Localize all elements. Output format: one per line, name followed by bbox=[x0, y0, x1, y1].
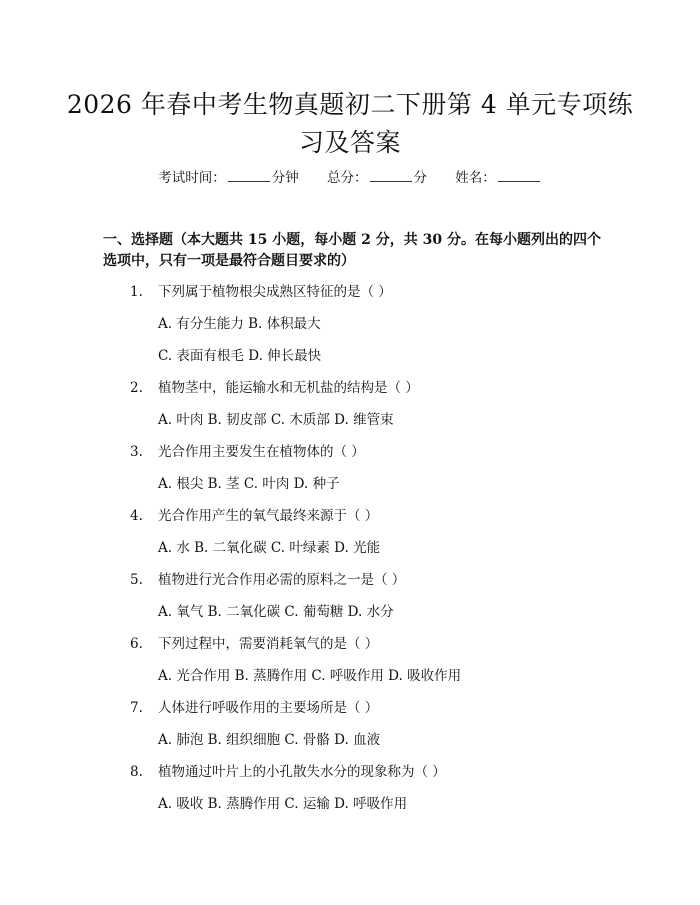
name-label: 姓名： bbox=[455, 170, 496, 186]
question-text: 植物进行光合作用必需的原料之一是（ ） bbox=[158, 572, 406, 588]
question-3 bbox=[130, 442, 365, 462]
exam-time-label: 考试时间： bbox=[158, 170, 226, 186]
question-2-options: A. 叶肉 B. 韧皮部 C. 木质部 D. 维管束 bbox=[158, 412, 394, 428]
question-4-options: A. 水 B. 二氧化碳 C. 叶绿素 D. 光能 bbox=[158, 540, 381, 556]
exam-time-blank bbox=[228, 169, 270, 182]
section-heading: 一、选择题（本大题共 15 小题，每小题 2 分，共 30 分。在每小题列出的四个选项中，只有一项是最符合题目要求的） bbox=[103, 232, 601, 269]
total-score-field bbox=[327, 168, 427, 188]
exam-info-line bbox=[0, 168, 700, 188]
name-field bbox=[455, 168, 542, 188]
question-text: 植物通过叶片上的小孔散失水分的现象称为（ ） bbox=[158, 764, 446, 780]
question-4 bbox=[130, 506, 378, 526]
question-number: 6. bbox=[130, 636, 143, 652]
total-score-label: 总分： bbox=[327, 170, 368, 186]
exam-time-field bbox=[158, 168, 299, 188]
question-5-options: A. 氧气 B. 二氧化碳 C. 葡萄糖 D. 水分 bbox=[158, 604, 394, 620]
question-1-options-row-2: C. 表面有根毛 D. 伸长最快 bbox=[158, 348, 322, 364]
document-title: 2026 年春中考生物真题初二下册第 4 单元专项练习及答案 bbox=[66, 90, 634, 157]
question-text: 光合作用主要发生在植物体的（ ） bbox=[158, 444, 365, 460]
name-blank bbox=[498, 169, 540, 182]
question-number: 4. bbox=[130, 508, 143, 524]
question-text: 人体进行呼吸作用的主要场所是（ ） bbox=[158, 700, 379, 716]
question-text: 植物茎中，能运输水和无机盐的结构是（ ） bbox=[158, 380, 419, 396]
exam-time-unit: 分钟 bbox=[271, 170, 299, 186]
question-text: 下列属于植物根尖成熟区特征的是（ ） bbox=[158, 284, 392, 300]
question-number: 2. bbox=[130, 380, 143, 396]
question-number: 5. bbox=[130, 572, 143, 588]
question-7 bbox=[130, 698, 378, 718]
question-3-options: A. 根尖 B. 茎 C. 叶肉 D. 种子 bbox=[158, 476, 340, 492]
question-text: 下列过程中，需要消耗氧气的是（ ） bbox=[158, 636, 379, 652]
question-5 bbox=[130, 570, 405, 590]
total-score-blank bbox=[370, 169, 412, 182]
question-number: 1. bbox=[130, 284, 143, 300]
total-score-unit: 分 bbox=[413, 170, 427, 186]
question-8-options: A. 吸收 B. 蒸腾作用 C. 运输 D. 呼吸作用 bbox=[158, 796, 408, 812]
question-text: 光合作用产生的氧气最终来源于（ ） bbox=[158, 508, 379, 524]
question-number: 3. bbox=[130, 444, 143, 460]
question-1 bbox=[130, 282, 392, 302]
question-number: 8. bbox=[130, 764, 143, 780]
question-6-options: A. 光合作用 B. 蒸腾作用 C. 呼吸作用 D. 吸收作用 bbox=[158, 668, 462, 684]
question-6 bbox=[130, 634, 378, 654]
question-7-options: A. 肺泡 B. 组织细胞 C. 骨骼 D. 血液 bbox=[158, 732, 381, 748]
question-1-options-row-1: A. 有分生能力 B. 体积最大 bbox=[158, 316, 321, 332]
question-8 bbox=[130, 762, 446, 782]
question-2 bbox=[130, 378, 419, 398]
question-number: 7. bbox=[130, 700, 143, 716]
